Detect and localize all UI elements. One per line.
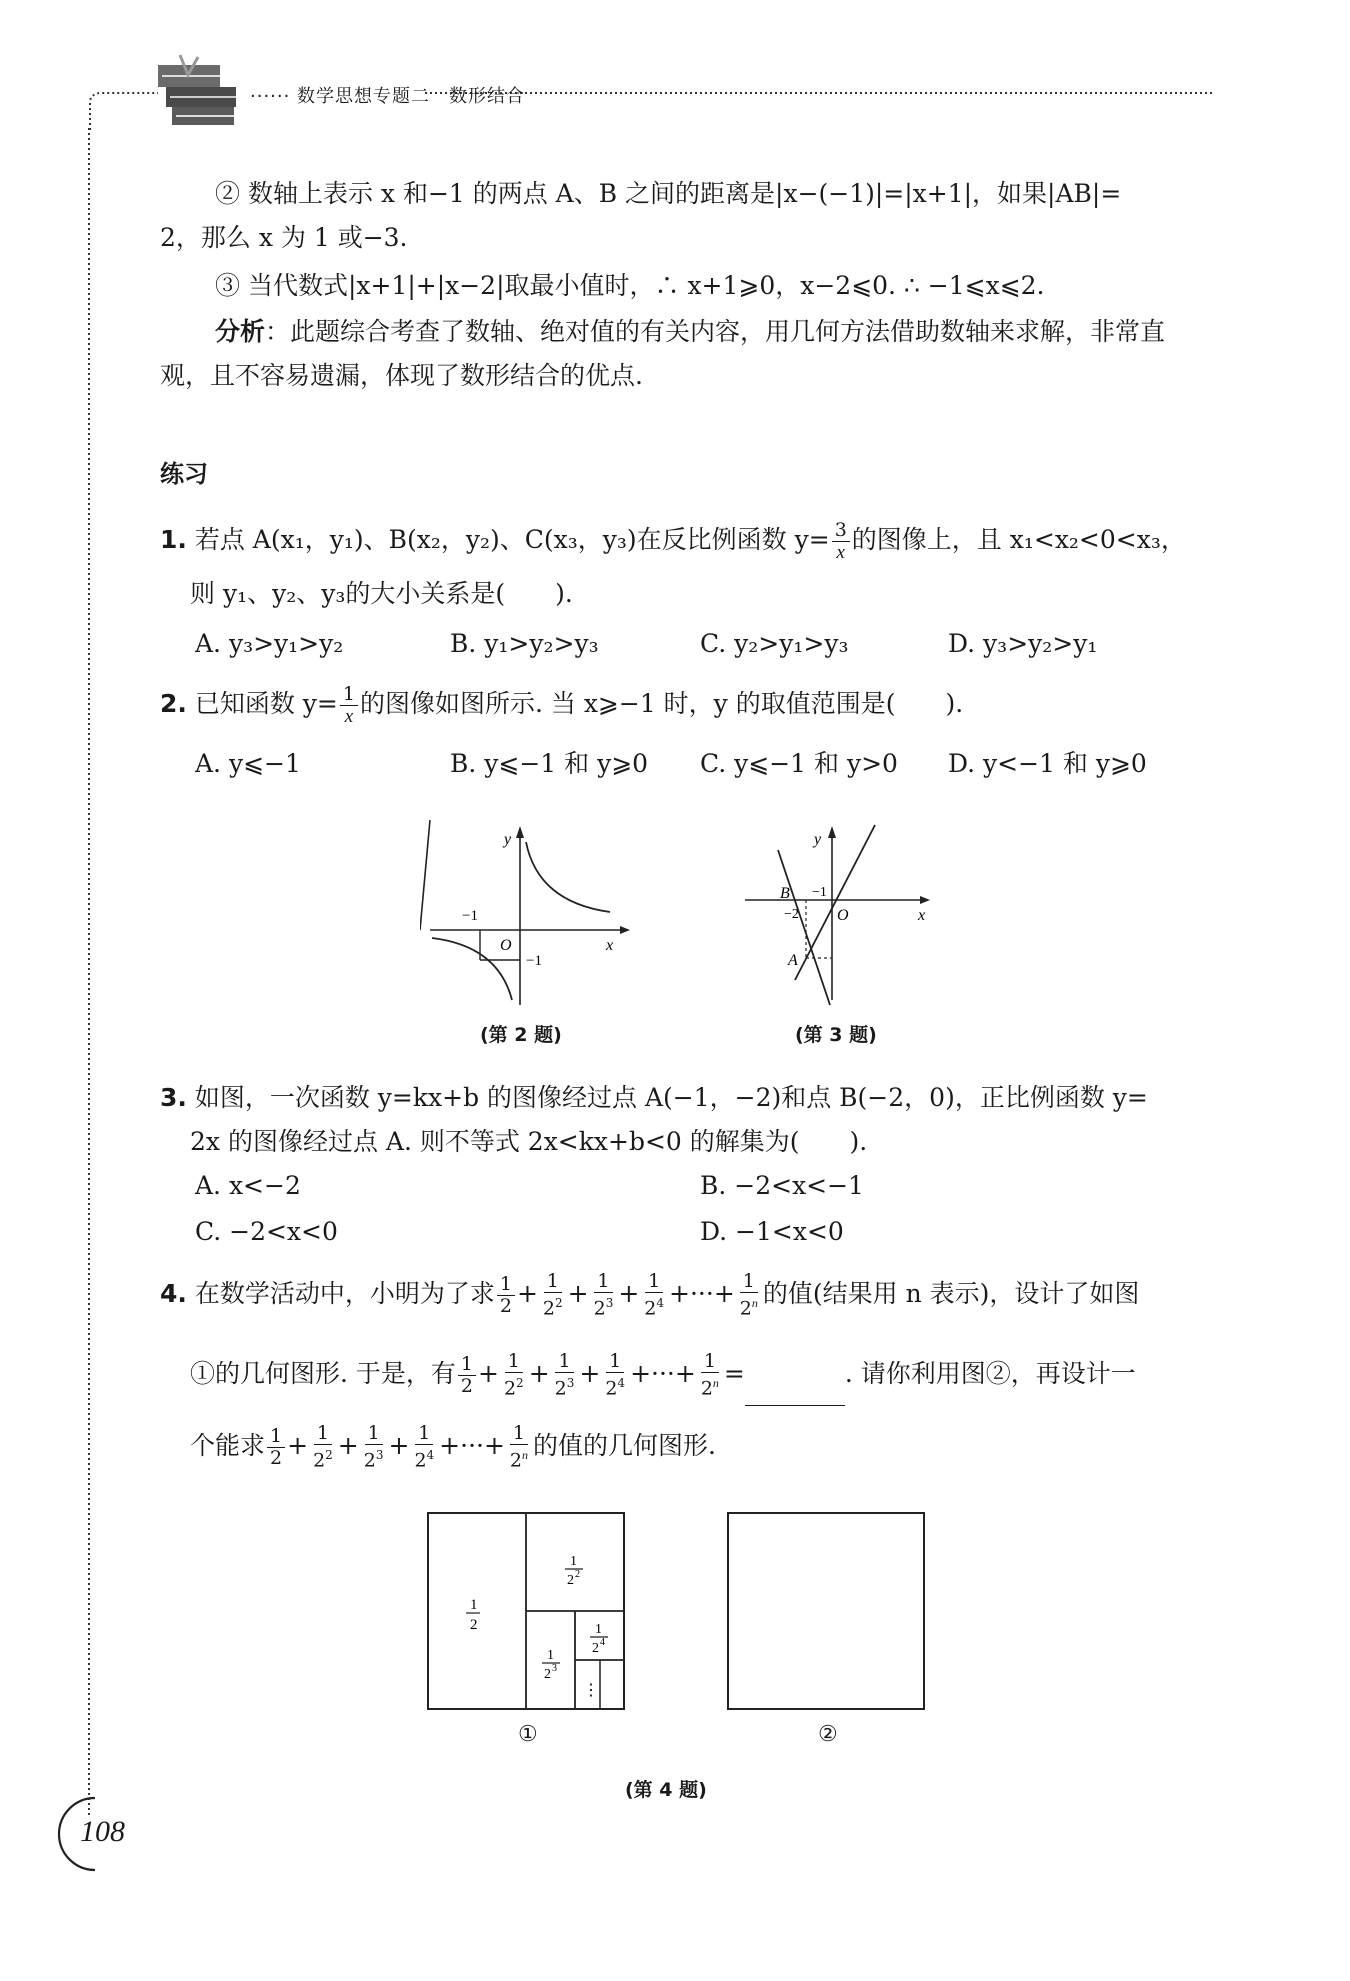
question-4-text-a: 在数学活动中，小明为了求	[194, 1279, 495, 1308]
line-y-2x	[795, 825, 875, 980]
question-2-option-d: D. y<−1 和 y⩾0	[948, 749, 1147, 778]
base: 2	[542, 1297, 556, 1320]
label-eighth-num: 1	[547, 1648, 554, 1663]
question-3-option-a: A. x<−2	[195, 1171, 301, 1200]
figure-2-graph	[420, 820, 640, 1010]
question-1-option-b: B. y₁>y₂>y₃	[450, 629, 599, 658]
question-1-line-2: 则 y₁、y₂、y₃的大小关系是( ).	[190, 579, 573, 608]
label-quarter-exp: 2	[575, 1569, 580, 1580]
fraction-1-2-n: $\frac{1}{2^n}$	[700, 1350, 719, 1400]
label-quarter-num: 1	[570, 1554, 577, 1569]
base: 2	[503, 1377, 517, 1400]
fraction-1-2-n: $\frac{1}{2^n}$	[739, 1270, 758, 1320]
plus: +	[579, 1359, 601, 1388]
figure-4-square-2	[720, 1505, 935, 1720]
fraction: $\frac{3}{x}$	[832, 520, 850, 563]
question-2-text-b: 的图像如图所示. 当 x⩾−1 时，y 的取值范围是( ).	[359, 689, 964, 718]
plus: +	[337, 1431, 359, 1460]
y-axis-arrow	[828, 826, 836, 838]
label-half-den: 2	[470, 1617, 478, 1633]
question-1-number: 1.	[160, 525, 187, 554]
question-3-option-b: B. −2<x<−1	[700, 1171, 864, 1200]
figure-4-square-1	[420, 1505, 635, 1720]
x-axis-label: x	[918, 907, 926, 924]
origin-label: O	[837, 907, 849, 924]
plus: +	[478, 1359, 499, 1388]
figure-4-label-1: ①	[518, 1722, 538, 1747]
fraction-1-2-2: $\frac{1}{2^2}$	[542, 1270, 563, 1320]
neg1-label: −1	[812, 885, 827, 900]
base: 2	[605, 1377, 618, 1400]
question-3-line-2: 2x 的图像经过点 A. 则不等式 2x<kx+b<0 的解集为( ).	[190, 1127, 868, 1156]
base: 2	[593, 1297, 606, 1320]
exp: 3	[566, 1376, 575, 1391]
point-a-label: A	[788, 952, 798, 969]
intro-item-2-line-2: 2，那么 x 为 1 或−3.	[160, 223, 408, 252]
fraction-1-2-3: $\frac{1}{2^3}$	[554, 1350, 575, 1400]
question-3-number: 3.	[160, 1083, 187, 1112]
analysis-text: ：此题综合考查了数轴、绝对值的有关内容，用几何方法借助数轴来求解，非常直	[265, 317, 1166, 346]
question-2-line-1	[160, 676, 1210, 732]
x-axis-arrow	[920, 896, 930, 904]
question-3-line-1	[160, 1076, 1210, 1120]
ellipsis: +···+	[630, 1359, 696, 1388]
question-4-line-1	[160, 1262, 1210, 1326]
x-axis	[420, 820, 430, 930]
question-4-number: 4.	[160, 1279, 187, 1308]
exp: 4	[617, 1376, 626, 1391]
y-axis-arrow	[516, 826, 524, 838]
x-axis-label: x	[606, 937, 614, 954]
question-1-option-c: C. y₂>y₁>y₃	[700, 629, 849, 658]
base: 2	[509, 1449, 523, 1472]
fraction-1-2-2: $\frac{1}{2^2}$	[313, 1422, 333, 1472]
exp: 2	[555, 1296, 563, 1311]
exp: 4	[426, 1448, 435, 1463]
dotted-border	[90, 93, 158, 130]
origin-label: O	[500, 937, 512, 954]
question-1-option-a: A. y₃>y₁>y₂	[195, 629, 344, 658]
base: 2	[739, 1297, 752, 1320]
question-2-option-b: B. y⩽−1 和 y⩾0	[450, 749, 649, 778]
intro-item-2-line-1: ② 数轴上表示 x 和−1 的两点 A、B 之间的距离是|x−(−1)|=|x+1|，如果|AB|=	[215, 179, 1122, 208]
base: 2	[414, 1449, 427, 1472]
ellipsis: +···+	[669, 1279, 735, 1308]
fraction-1-2-2: $\frac{1}{2^2}$	[503, 1350, 524, 1400]
header-title: ······ 数学思想专题二 数形结合	[250, 86, 526, 107]
fraction: $\frac{1}{x}$	[340, 684, 358, 727]
question-4-line-2	[190, 1342, 1240, 1406]
fraction-1-2: $\frac{1}{2}$	[458, 1354, 476, 1397]
figure-4-caption: (第 4 题)	[625, 1779, 707, 1801]
exp: 2	[325, 1448, 333, 1463]
question-2-option-a: A. y⩽−1	[195, 749, 301, 778]
question-1-text-a: 若点 A(x₁，y₁)、B(x₂，y₂)、C(x₃，y₃)在反比例函数 y=	[194, 525, 830, 554]
analysis-label: 分析	[215, 317, 266, 346]
neg2-label: −2	[784, 907, 799, 922]
neg1-x-label: −1	[462, 908, 478, 924]
exp: 4	[656, 1296, 665, 1311]
analysis-line-2: 观，且不容易遗漏，体现了数形结合的优点.	[160, 361, 643, 390]
equals: =	[723, 1359, 745, 1388]
analysis-line-1	[215, 310, 1265, 354]
plus: +	[528, 1359, 550, 1388]
fraction-1-2-4: $\frac{1}{2^4}$	[644, 1270, 665, 1320]
fraction-1-2-3: $\frac{1}{2^3}$	[593, 1270, 614, 1320]
figure-3-caption: (第 3 题)	[795, 1024, 877, 1046]
plus: +	[567, 1279, 589, 1308]
plus: +	[618, 1279, 640, 1308]
label-half-num: 1	[470, 1597, 478, 1613]
base: 2	[644, 1297, 657, 1320]
question-3-option-d: D. −1<x<0	[700, 1217, 844, 1246]
books-icon	[158, 55, 236, 125]
question-4-text-d: . 请你利用图②，再设计一	[844, 1359, 1136, 1388]
exp: 3	[375, 1448, 384, 1463]
vertical-dots: ⋮	[583, 1682, 599, 1699]
fraction-1-2: $\frac{1}{2}$	[497, 1274, 515, 1317]
exp: 2	[516, 1376, 524, 1391]
fraction-1-2-4: $\frac{1}{2^4}$	[605, 1350, 626, 1400]
answer-blank[interactable]	[745, 1375, 845, 1406]
hyperbola-branch-q1	[526, 842, 610, 912]
y-axis-label: y	[814, 831, 822, 848]
exp: n	[712, 1376, 719, 1391]
label-quarter-den: 2	[567, 1573, 574, 1588]
point-b-label: B	[780, 885, 790, 902]
base: 2	[554, 1377, 567, 1400]
base: 2	[363, 1449, 376, 1472]
figure-3-graph	[740, 820, 940, 1010]
question-4-text-f: 的值的几何图形.	[533, 1431, 716, 1460]
fraction-1-2-4: $\frac{1}{2^4}$	[414, 1422, 435, 1472]
question-1-option-d: D. y₃>y₂>y₁	[948, 629, 1098, 658]
label-eighth-den: 2	[544, 1667, 551, 1682]
base: 2	[700, 1377, 713, 1400]
label-sixteenth-den: 2	[592, 1641, 599, 1656]
left-dotted-border	[86, 128, 92, 1818]
intro-item-3: ③ 当代数式|x+1|+|x−2|取最小值时，∴ x+1⩾0，x−2⩽0. ∴ −1⩽x⩽2.	[215, 271, 1045, 300]
y-axis-label: y	[504, 831, 512, 848]
exp: 3	[605, 1296, 614, 1311]
question-4-line-3	[190, 1414, 1240, 1478]
plus: +	[516, 1279, 538, 1308]
exp: n	[522, 1448, 529, 1463]
ellipsis: +···+	[439, 1431, 505, 1460]
question-2-number: 2.	[160, 689, 187, 718]
fraction-1-2-3: $\frac{1}{2^3}$	[363, 1422, 384, 1472]
label-sixteenth-num: 1	[595, 1622, 602, 1637]
question-1-line-1	[160, 512, 1210, 568]
question-2-text-a: 已知函数 y=	[194, 689, 338, 718]
question-2-option-c: C. y⩽−1 和 y>0	[700, 749, 898, 778]
label-sixteenth-exp: 4	[600, 1637, 605, 1648]
question-1-text-b: 的图像上，且 x₁<x₂<0<x₃，	[851, 525, 1186, 554]
label-eighth-exp: 3	[552, 1663, 557, 1674]
question-4-text-c: ①的几何图形. 于是，有	[190, 1359, 456, 1388]
base: 2	[313, 1449, 326, 1472]
question-3-option-c: C. −2<x<0	[195, 1217, 338, 1246]
x-axis-arrow	[620, 926, 630, 934]
figure-4-label-2: ②	[818, 1722, 838, 1747]
neg1-y-label: −1	[526, 953, 542, 969]
exp: n	[751, 1296, 758, 1311]
plus: +	[388, 1431, 410, 1460]
question-4-text-b: 的值(结果用 n 表示)，设计了如图	[762, 1279, 1140, 1308]
figure-2-caption: (第 2 题)	[480, 1024, 562, 1046]
page-number: 108	[80, 1815, 125, 1848]
question-4-text-e: 个能求	[190, 1431, 266, 1460]
plus: +	[287, 1431, 309, 1460]
fraction-1-2: $\frac{1}{2}$	[267, 1426, 285, 1469]
fraction-1-2-n: $\frac{1}{2^n}$	[509, 1422, 529, 1472]
question-3-text: 如图，一次函数 y=kx+b 的图像经过点 A(−1，−2)和点 B(−2，0)，正比例函数 y=	[194, 1083, 1148, 1112]
section-title: 练习	[160, 460, 208, 488]
